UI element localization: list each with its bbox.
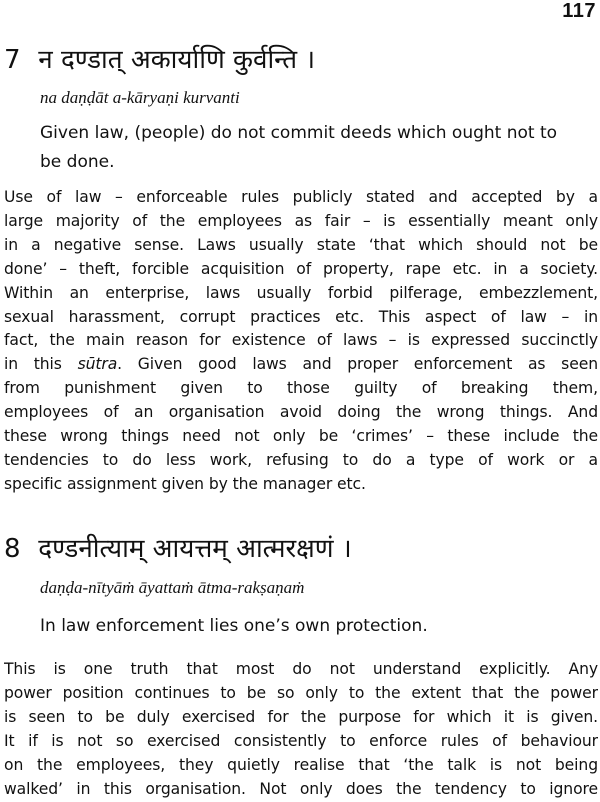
paragraph-line: fact, the main reason for existence of laws – is expressed succinctly	[4, 331, 598, 350]
sutra-translation	[40, 612, 560, 641]
paragraph-line: employees of an organisation avoid doing the wrong things. And	[4, 403, 598, 422]
paragraph-line: This is one truth that most do not understand explicitly. Any	[4, 660, 598, 678]
sutra-number: 8	[4, 534, 21, 564]
paragraph-line: in a negative sense. Laws usually state ‘that which should not be	[4, 235, 598, 254]
sutra-term: sūtra	[77, 355, 118, 374]
paragraph-line: It if is not so exercised consistently to enforce rules of behaviour	[4, 731, 598, 750]
paragraph-line: walked’ in this organisation. Not only does the tendency to ignore	[4, 779, 598, 798]
sutra-heading	[4, 533, 352, 565]
paragraph-line: done’ – theft, forcible acquisition of property, rape etc. in a society.	[4, 259, 598, 278]
sutra-devanagari: दण्डनीत्याम् आयत्तम् आत्मरक्षणं ।	[38, 534, 352, 564]
paragraph-line: in this sūtra. Given good laws and proper enforcement as seen	[4, 355, 598, 374]
paragraph-line: from punishment given to those guilty of breaking them,	[4, 379, 598, 398]
translation-line: In law enforcement lies one’s own protection.	[40, 616, 428, 636]
commentary-paragraph	[4, 186, 598, 497]
sutra-heading	[4, 44, 315, 76]
paragraph-line: Use of law – enforceable rules publicly stated and accepted by a	[4, 188, 598, 206]
sutra-number: 7	[4, 45, 21, 75]
paragraph-line: tendencies to do less work, refusing to do a type of work or a	[4, 450, 598, 469]
paragraph-line: sexual harassment, corrupt practices etc. This aspect of law – in	[4, 307, 598, 326]
page-number: 117	[562, 0, 596, 22]
sutra-transliteration: daṇḍa-nītyāṁ āyattaṁ ātma-rakṣaṇaṁ	[40, 578, 305, 597]
paragraph-line: on the employees, they quietly realise that ‘the talk is not being	[4, 755, 598, 774]
commentary-paragraph	[4, 658, 598, 801]
sutra-transliteration: na daṇḍāt a-kāryaṇi kurvanti	[40, 88, 240, 107]
sutra-devanagari: न दण्डात् अकार्याणि कुर्वन्ति ।	[38, 45, 316, 75]
paragraph-line: Within an enterprise, laws usually forbid pilferage, embezzlement,	[4, 283, 598, 302]
paragraph-line: is seen to be duly exercised for the purpose for which it is given.	[4, 707, 598, 726]
translation-line: be done.	[40, 152, 115, 172]
translation-line: Given law, (people) do not commit deeds which ought not to	[40, 123, 558, 143]
paragraph-line: large majority of the employees as fair – is essentially meant only	[4, 211, 598, 230]
paragraph-line: these wrong things need not only be ‘crimes’ – these include the	[4, 427, 598, 446]
sutra-translation	[40, 119, 560, 177]
paragraph-line: specific assignment given by the manager etc.	[4, 474, 366, 493]
paragraph-line: power position continues to be so only to the extent that the power	[4, 683, 598, 702]
